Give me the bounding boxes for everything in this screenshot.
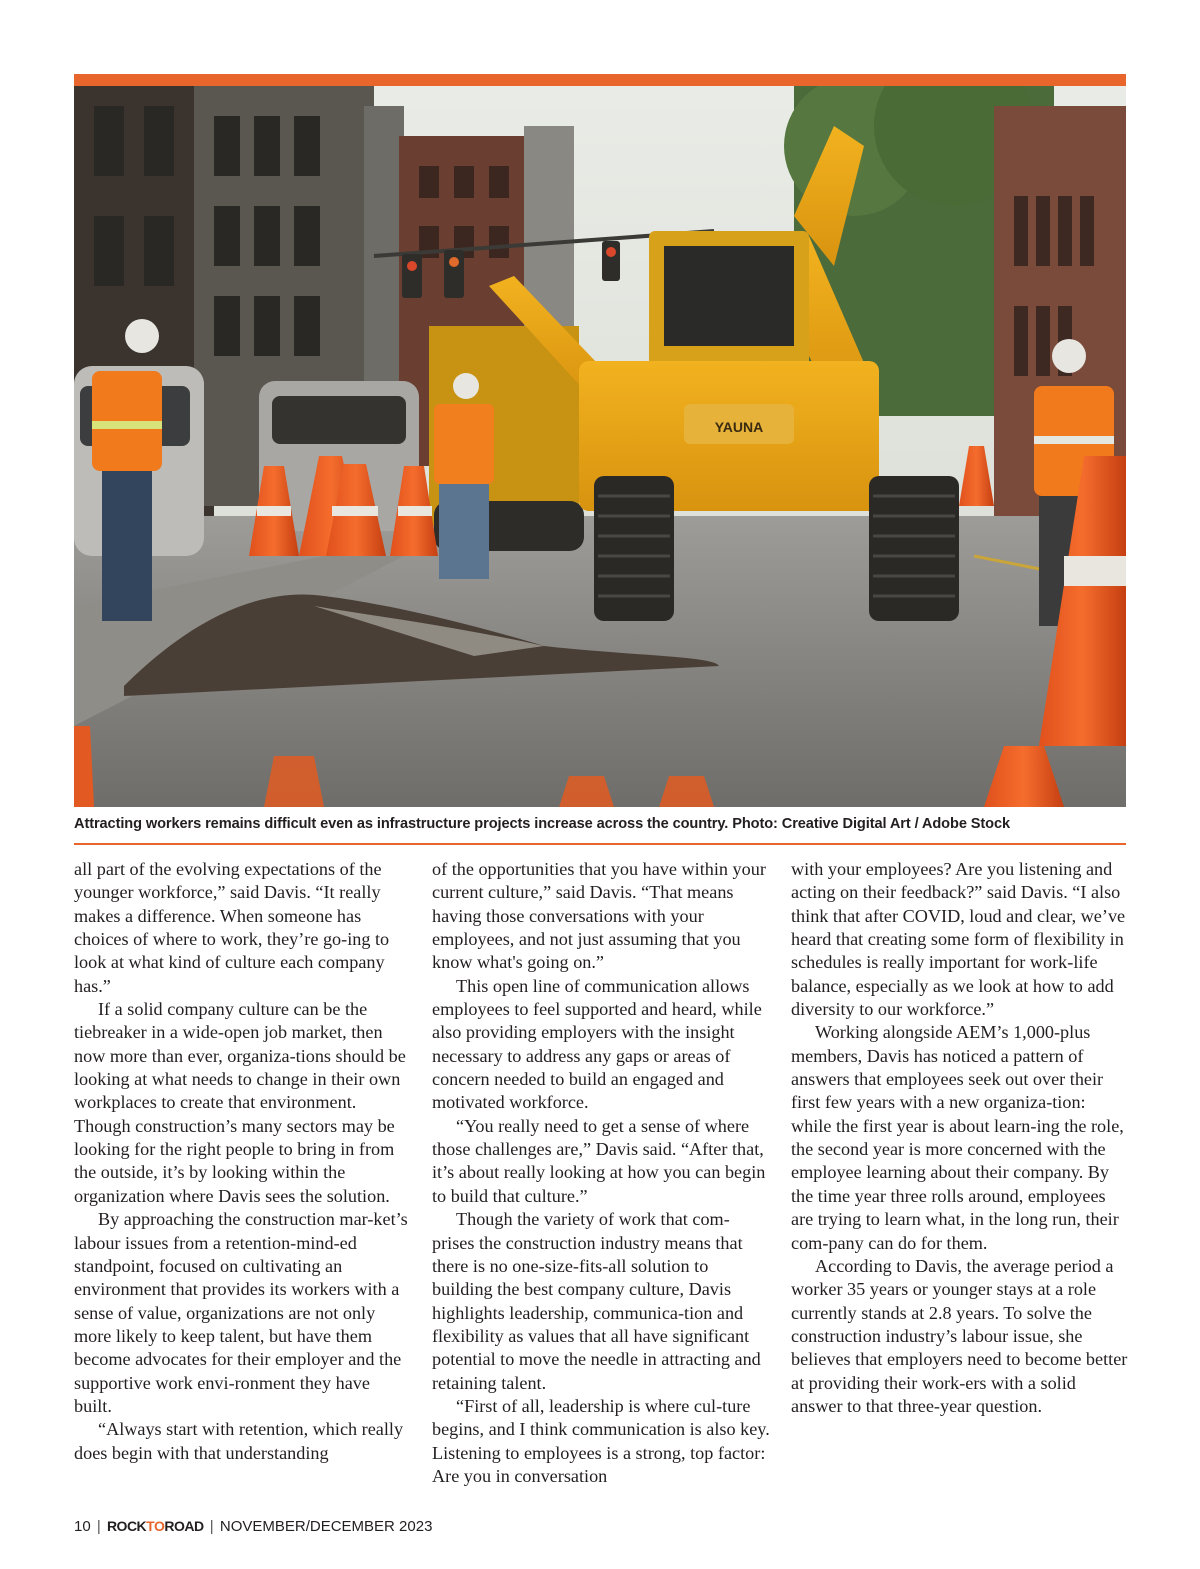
- paragraph: all part of the evolving expectations of the younger workforce,” said Davis. “It really makes a difference. When someone has choices of where to work, they’re go-ing to look at what kind of culture each company has.”: [74, 859, 390, 996]
- footer-separator: |: [96, 1518, 101, 1535]
- article-column-3: [791, 858, 1129, 1418]
- article-column-1: [74, 858, 412, 1465]
- machine-plate-text: YAUNA: [714, 419, 764, 435]
- paragraph: with your employees? Are you listening and acting on their feedback?” said Davis. “I also think that after COVID, loud and clear, we’ve heard that creating some form of flexibility in schedules is really important for work-life balance, especially as we look at how to add diversity to our workforce.”: [791, 859, 1126, 1020]
- paragraph: According to Davis, the average period a worker 35 years or younger stays at a role currently stands at 2.8 years. To solve the construction industry’s labour issue, she believes that employers need to become better at providing their work-ers with a solid answer to that three-year question.: [791, 1255, 1128, 1416]
- paragraph: of the opportunities that you have within your current culture,” said Davis. “That means having those conversations with your employees, and not just assuming that you know what's going on.”: [432, 859, 766, 973]
- construction-scene: [74, 86, 1126, 807]
- page-number: 10: [74, 1518, 91, 1535]
- photo-caption: Attracting workers remains difficult even as infrastructure projects increase across the country. Photo: Creative Digital Art / Adobe Stock: [74, 816, 1011, 832]
- paragraph: “Always start with retention, which really does begin with that understanding: [74, 1419, 404, 1463]
- page-footer: [74, 1518, 432, 1535]
- paragraph: Though the variety of work that com-prises the construction industry means that there is no one-size-fits-all solution to building the best company culture, Davis highlights leadership, communica-tion and flexibility as values that all have significant potential to move the needle in attracting and retaining talent.: [432, 1209, 761, 1393]
- footer-separator: |: [209, 1518, 214, 1535]
- paragraph: By approaching the construction mar-ket’s labour issues from a retention-mind-ed standpoint, focused on cultivating an environment that provides its workers with a sense of value, organizations are not only more likely to keep talent, but have them become advocates for their employer and the supportive work envi-ronment they have built.: [74, 1209, 408, 1416]
- paragraph: This open line of communication allows employees to feel supported and heard, while also providing employers with the insight necessary to address any gaps or areas of concern needed to build an engaged and motivated workforce.: [432, 975, 762, 1113]
- top-accent-rule: [74, 74, 1126, 86]
- construction-photo: [74, 86, 1126, 807]
- paragraph: Working alongside AEM’s 1,000-plus members, Davis has noticed a pattern of answers that employees seek out over their first few years with a new organiza-tion: while the first year is about learn-ing the role, the second year is more concerned with the employee learning about their company. By the time year three rolls around, employees are trying to learn what, in the long run, their com-pany can do for them.: [791, 1022, 1124, 1253]
- magazine-logo: [107, 1518, 204, 1534]
- logo-part-road: ROAD: [164, 1518, 204, 1534]
- logo-part-rock: ROCK: [106, 1518, 147, 1534]
- paragraph: “First of all, leadership is where cul-ture begins, and I think communication is also key. Listening to employees is a strong, top factor: Are you in conversation: [432, 1395, 770, 1486]
- logo-part-to: TO: [146, 1518, 165, 1534]
- caption-rule: [74, 843, 1126, 845]
- paragraph: If a solid company culture can be the tiebreaker in a wide-open job market, then now more than ever, organiza-tions should be looking at what needs to change in their own workplaces to create that environment. Though construction’s many sectors may be looking for the right people to bring in from the outside, it’s by looking within the organization where Davis sees the solution.: [74, 999, 406, 1206]
- paragraph: “You really need to get a sense of where those challenges are,” Davis said. “After that, it’s about really looking at how you can begin to build that culture.”: [432, 1115, 766, 1206]
- issue-date: NOVEMBER/DECEMBER 2023: [219, 1518, 433, 1535]
- article-column-2: [432, 858, 770, 1488]
